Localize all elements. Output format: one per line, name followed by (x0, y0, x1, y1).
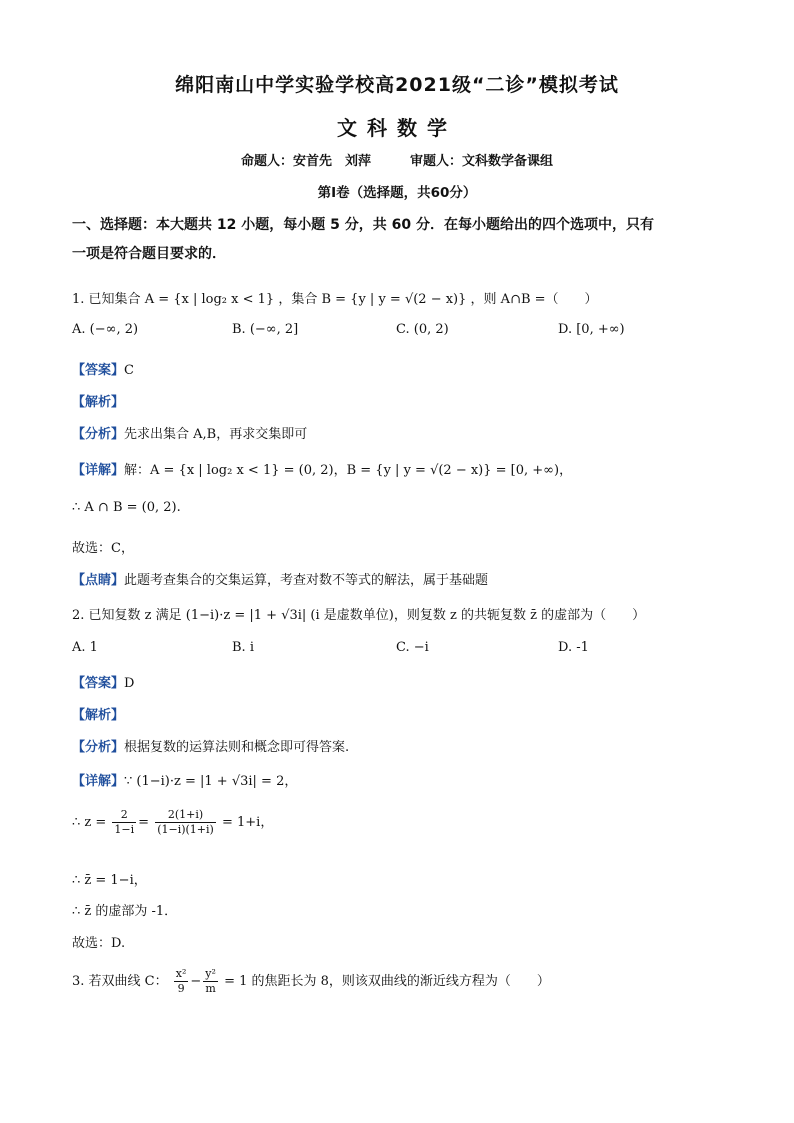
q1-option-c: C. (0, 2) (396, 322, 449, 337)
q1-option-d: D. [0, +∞) (558, 322, 625, 337)
section-instruction-line1: 一、选择题：本大题共 12 小题，每小题 5 分，共 60 分．在每小题给出的四个选项中，只有 (72, 217, 654, 233)
q3-frac1-denominator: 9 (177, 982, 185, 995)
q1-fenxi (72, 423, 307, 442)
q2-option-c: C. −i (396, 640, 429, 655)
q2-frac1-numerator: 2 (112, 808, 136, 823)
q1-fenxi-text: 先求出集合 A,B，再求交集即可 (124, 427, 308, 442)
section-instruction-line2: 一项是符合题目要求的． (72, 246, 226, 262)
q1-set-b: B = {y | y = √(2 − x)} (321, 292, 467, 307)
q1-set-a: A = {x | log₂ x < 1} (144, 292, 275, 307)
q1-answer-tag: 【答案】 (72, 363, 125, 378)
subject-title: 文科数学 (337, 116, 457, 140)
volume-title: 第Ⅰ卷（选择题，共60分） (317, 185, 477, 201)
q1-stem-b: ，集合 (278, 292, 318, 307)
q1-fenxi-tag: 【分析】 (72, 427, 125, 442)
q2-detail (72, 770, 297, 789)
q3-stem (72, 967, 550, 996)
q3-stem-b: = 1 的焦距长为 8，则该双曲线的渐近线方程为（ ） (224, 974, 550, 989)
q2-step-rhs: = 1+i， (221, 815, 274, 830)
q3-minus: − (190, 974, 202, 989)
q3-stem-a: 3. 若双曲线 C： (72, 974, 168, 989)
q2-step3: ∴ z̄ = 1−i， (72, 873, 147, 888)
q2-option-b: B. i (232, 640, 254, 655)
q2-step2: ∴ z = $\frac{2}{1-i}$ = $\frac{2(1+i)}{(1-i)(1+i)}$ = 1+i， (72, 808, 274, 836)
q2-step4: ∴ z̄ 的虚部为 -1． (72, 904, 178, 919)
q1-option-a: A. (−∞, 2) (72, 322, 139, 337)
q2-option-d: D. -1 (558, 640, 589, 655)
q1-step2: ∴ A ∩ B = (0, 2). (72, 500, 181, 515)
q1-analysis (72, 391, 124, 410)
q1-analysis-tag: 【解析】 (72, 395, 125, 410)
q2-frac2-numerator: 2(1+i) (155, 808, 216, 823)
q2-answer-tag: 【答案】 (72, 676, 125, 691)
q3-frac2-numerator: y² (205, 967, 216, 980)
q1-stem-c: ，则 A∩B =（ ） (470, 292, 598, 307)
q1-stem (72, 288, 598, 307)
q2-answer (72, 672, 134, 691)
q1-comment-text: 此题考查集合的交集运算，考查对数不等式的解法，属于基础题 (124, 573, 489, 588)
q1-detail-tag: 【详解】 (72, 463, 125, 478)
q2-fraction-1 (112, 808, 136, 837)
q2-detail-text: ∵ (1−i)·z = |1 + √3i| = 2， (124, 774, 298, 789)
q2-fenxi-tag: 【分析】 (72, 740, 125, 755)
q2-choose: 故选：D. (72, 936, 126, 951)
q3-frac2-denominator: m (205, 982, 216, 995)
q1-stem-a: 1. 已知集合 (72, 292, 141, 307)
q2-answer-value: D (124, 676, 135, 691)
authors-line: 命题人：安首先 刘萍 审题人：文科数学备课组 (240, 154, 553, 169)
q2-analysis-tag: 【解析】 (72, 708, 125, 723)
q2-fenxi-text: 根据复数的运算法则和概念即可得答案. (124, 740, 350, 755)
q3-frac1-numerator: x² (175, 967, 187, 980)
exam-title: 绵阳南山中学实验学校高2021级“二诊”模拟考试 (175, 74, 619, 96)
q2-analysis (72, 704, 124, 723)
q1-answer (72, 359, 134, 378)
q1-choose: 故选：C， (72, 541, 134, 556)
q1-detail-text: 解：A = {x | log₂ x < 1} = (0, 2)，B = {y | y = √(2 − x)} = [0, +∞)， (124, 463, 573, 478)
q1-option-b: B. (−∞, 2] (232, 322, 299, 337)
q2-frac1-denominator: 1−i (114, 823, 135, 836)
q1-detail (72, 459, 572, 478)
q2-fraction-2 (155, 808, 216, 837)
q2-detail-tag: 【详解】 (72, 774, 125, 789)
q1-comment-tag: 【点睛】 (72, 573, 125, 588)
q2-fenxi (72, 736, 349, 755)
q1-comment (72, 569, 488, 588)
q2-step-lhs: ∴ z = (72, 815, 107, 830)
q1-answer-value: C (124, 363, 134, 378)
q2-frac2-denominator: (1−i)(1+i) (157, 823, 214, 836)
q2-option-a: A. 1 (72, 640, 98, 655)
q3-fraction-2 (203, 967, 218, 996)
q3-fraction-1 (174, 967, 189, 996)
q2-stem: 2. 已知复数 z 满足 (1−i)·z = |1 + √3i| (i 是虚数单位)，则复数 z 的共轭复数 z̄ 的虚部为（ ） (72, 608, 646, 623)
